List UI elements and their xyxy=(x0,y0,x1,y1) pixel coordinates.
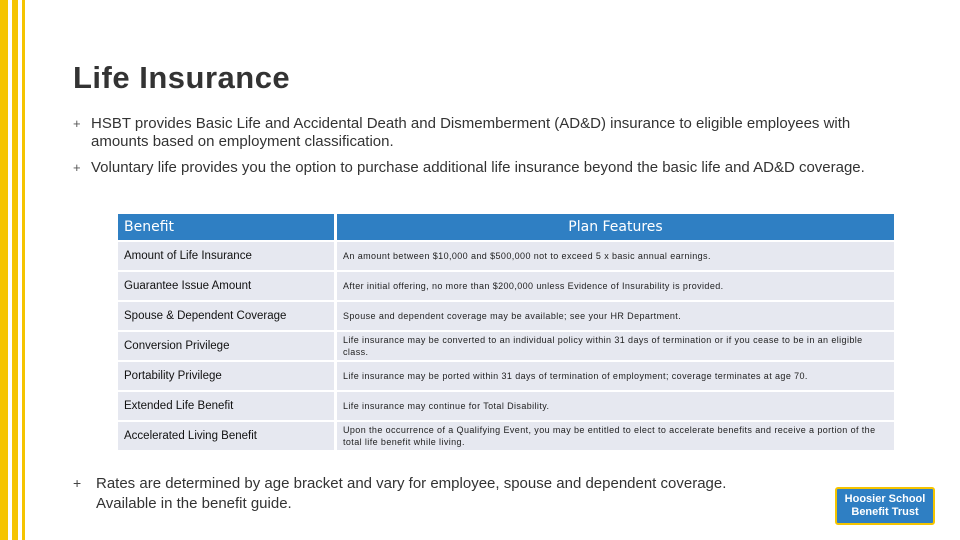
slide-title: Life Insurance xyxy=(73,60,291,95)
table-row xyxy=(118,422,894,450)
bullet-basic-life xyxy=(73,115,893,151)
table-header-row xyxy=(118,214,894,240)
feature-cell: After initial offering, no more than $200,000 unless Evidence of Insurability is provided. xyxy=(334,272,894,300)
bullet-text: HSBT provides Basic Life and Accidental Death and Dismemberment (AD&D) insurance to eligible employees with amounts based on employment classification. xyxy=(91,115,851,150)
benefit-cell: Guarantee Issue Amount xyxy=(118,272,334,300)
plus-icon: + xyxy=(73,475,82,491)
plus-icon: + xyxy=(73,160,81,175)
table-row xyxy=(118,362,894,390)
table-row xyxy=(118,332,894,360)
feature-cell: Life insurance may be converted to an individual policy within 31 days of termination or if you cease to be in an eligible class. xyxy=(334,332,894,360)
logo-line-1: Hoosier School xyxy=(844,493,926,505)
header-plan-features: Plan Features xyxy=(334,214,894,240)
table-row xyxy=(118,242,894,270)
accent-stripe xyxy=(22,0,25,540)
benefit-cell: Conversion Privilege xyxy=(118,332,334,360)
benefit-cell: Extended Life Benefit xyxy=(118,392,334,420)
hsbt-logo xyxy=(835,487,935,525)
bullet-text: Rates are determined by age bracket and vary for employee, spouse and dependent coverage. Available in the benefit guide. xyxy=(96,475,727,512)
benefit-cell: Portability Privilege xyxy=(118,362,334,390)
feature-cell: Upon the occurrence of a Qualifying Event, you may be entitled to elect to accelerate benefits and receive a portion of the total life benefit while living. xyxy=(334,422,894,450)
bullet-rates-note xyxy=(73,474,893,514)
table-row xyxy=(118,392,894,420)
bullet-text: Voluntary life provides you the option to purchase additional life insurance beyond the basic life and AD&D coverage. xyxy=(91,159,865,176)
feature-cell: Life insurance may continue for Total Disability. xyxy=(334,392,894,420)
header-benefit: Benefit xyxy=(118,214,334,240)
benefits-table xyxy=(118,212,894,452)
table-row xyxy=(118,302,894,330)
benefit-cell: Spouse & Dependent Coverage xyxy=(118,302,334,330)
benefit-cell: Accelerated Living Benefit xyxy=(118,422,334,450)
accent-stripe xyxy=(12,0,18,540)
accent-stripe xyxy=(0,0,8,540)
bullet-voluntary-life xyxy=(73,159,893,177)
logo-line-2: Benefit Trust xyxy=(851,506,919,518)
benefit-cell: Amount of Life Insurance xyxy=(118,242,334,270)
feature-cell: An amount between $10,000 and $500,000 not to exceed 5 x basic annual earnings. xyxy=(334,242,894,270)
table-row xyxy=(118,272,894,300)
feature-cell: Life insurance may be ported within 31 days of termination of employment; coverage terminates at age 70. xyxy=(334,362,894,390)
plus-icon: + xyxy=(73,116,81,131)
feature-cell: Spouse and dependent coverage may be available; see your HR Department. xyxy=(334,302,894,330)
